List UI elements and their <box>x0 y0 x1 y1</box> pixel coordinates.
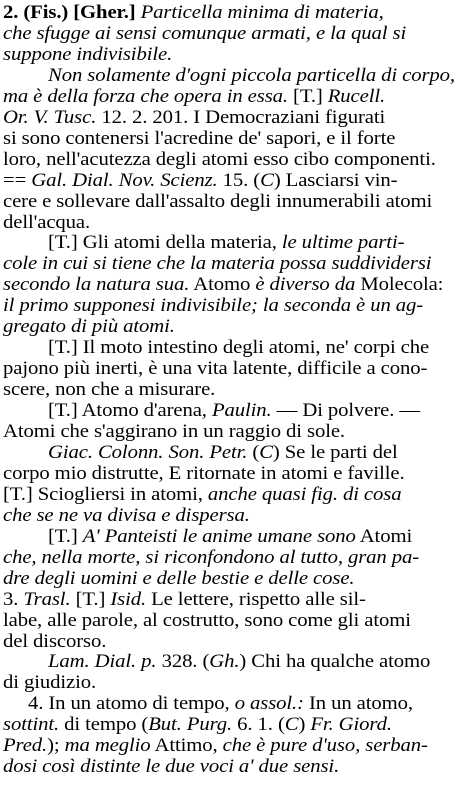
text-run: [T.] Il moto intestino degli atomi, ne' corpi che <box>48 338 430 359</box>
italic-text: A' Panteisti le anime umane sono <box>82 526 356 547</box>
text-run: 6. 1. ( <box>232 715 285 736</box>
line-content <box>3 612 411 631</box>
text-run: [T.] <box>48 526 83 547</box>
italic-text: che è pure d'uso, serban- <box>222 736 428 757</box>
entry-line <box>3 296 424 317</box>
italic-text: Or. V. Tusc. <box>3 107 97 128</box>
text-run: si sono contenersi l'acredine de' sapori, e il forte <box>3 128 396 149</box>
italic-text: cole in cui si tiene che la materia possa suddividersi <box>3 254 432 275</box>
entry-line <box>48 526 413 547</box>
entry-line <box>3 463 405 484</box>
text-run: ( <box>247 442 260 463</box>
italic-text: dre degli uomini e delle bestie e delle cose. <box>3 568 355 589</box>
line-content <box>3 591 366 610</box>
entry-line <box>3 191 433 212</box>
line-content <box>3 507 250 526</box>
entry-line <box>48 65 455 86</box>
entry-line <box>3 107 386 128</box>
italic-text: il primo supponesi indivisibile; la seconda è un ag- <box>3 296 424 317</box>
italic-text: Gh. <box>209 652 240 673</box>
text-run: [T.] Atomo d'arena, <box>48 401 212 422</box>
entry-line <box>48 442 398 463</box>
line-content <box>3 549 419 568</box>
line-content <box>28 695 413 714</box>
entry-line <box>3 484 402 505</box>
line-content <box>3 88 385 107</box>
entry-line <box>3 422 346 442</box>
text-run: Atomi che s'aggirano in un raggio di sole. <box>3 422 346 442</box>
text-run: [T.] <box>287 86 328 107</box>
text-run: Atomo <box>189 275 256 296</box>
line-content <box>3 25 406 44</box>
italic-text: C <box>284 715 299 736</box>
line-content <box>48 653 430 672</box>
italic-text: Fr. Giord. <box>310 715 392 736</box>
text-run: pajono più inerti, è una vita latente, difficile a cono- <box>3 359 428 380</box>
entry-line <box>3 170 398 191</box>
italic-text: But. Purg. <box>148 715 233 736</box>
italic-text: o assol.: <box>234 694 304 715</box>
text-run: 4. In un atomo di tempo, <box>28 694 235 715</box>
line-content <box>3 381 215 400</box>
line-content <box>3 570 355 589</box>
entry-line <box>3 44 173 65</box>
italic-text: ma meglio <box>64 736 151 757</box>
italic-text: è diverso da <box>255 275 356 296</box>
entry-line <box>3 715 392 736</box>
italic-text: anche quasi fig. di cosa <box>207 484 402 505</box>
text-run: In un atomo, <box>303 694 413 715</box>
entry-line <box>3 23 407 44</box>
text-run: 328. ( <box>156 652 210 673</box>
italic-text: Paulin. <box>211 401 272 422</box>
text-run: == <box>3 170 32 191</box>
text-run: — Di polvere. — <box>271 401 420 422</box>
line-content <box>3 360 427 379</box>
entry-line <box>3 547 420 568</box>
italic-text: Rucell. <box>327 86 386 107</box>
text-run: del discorso. <box>3 631 107 652</box>
text-run: labe, alle parole, al costrutto, sono come gli atomi <box>3 610 411 631</box>
italic-text: che, nella morte, si riconfondono al tutto, gran pa- <box>3 547 420 568</box>
text-run: ) <box>298 715 311 736</box>
italic-text: che se ne va divisa e dispersa. <box>3 505 250 526</box>
line-content <box>3 214 90 233</box>
line-content <box>3 423 345 442</box>
text-run: 15. ( <box>217 170 261 191</box>
line-content <box>3 130 395 149</box>
line-content <box>3 465 405 484</box>
line-content <box>3 737 428 756</box>
entry-line <box>3 275 444 296</box>
italic-text: le ultime parti- <box>281 233 405 254</box>
text-run: di tempo ( <box>59 715 149 736</box>
text-run: [T.] <box>70 589 111 610</box>
italic-text: suppone indivisibile. <box>3 44 173 65</box>
italic-text: dosi così distinte le due voci a' due sensi. <box>3 757 340 778</box>
line-content <box>3 4 384 23</box>
line-content <box>48 402 420 421</box>
line-content <box>3 109 385 128</box>
entry-line <box>3 736 428 757</box>
bold-text: 2. (Fis.) [Gher.] <box>3 3 141 23</box>
entry-line <box>3 212 91 233</box>
entry-line <box>48 233 405 254</box>
line-content <box>3 486 401 505</box>
text-run: ) Se le parti del <box>272 442 398 463</box>
text-run: corpo mio distrutte, E ritornate in atomi e faville. <box>3 463 405 484</box>
italic-text: che sfugge ai sensi comunque armati, e la qual si <box>3 23 407 44</box>
line-content <box>3 172 397 191</box>
line-content <box>3 716 392 735</box>
entry-line <box>3 254 432 275</box>
text-run: Molecola: <box>355 275 444 296</box>
entry-line <box>3 589 366 610</box>
text-run: [T.] Sciogliersi in atomi, <box>3 484 208 505</box>
text-run: di giudizio. <box>3 673 97 694</box>
text-run: Le lettere, rispetto alle sil- <box>146 589 366 610</box>
entry-line <box>3 568 355 589</box>
line-content <box>3 193 432 212</box>
entry-line <box>48 652 431 673</box>
italic-text: ma è della forza che opera in essa. <box>3 86 288 107</box>
italic-text: Lam. Dial. p. <box>48 652 157 673</box>
italic-text: Pred. <box>3 736 48 757</box>
italic-text: Giac. Colonn. Son. Petr. <box>48 442 248 463</box>
entry-line <box>48 401 420 422</box>
line-content <box>3 674 96 693</box>
entry-line <box>28 694 413 715</box>
text-run: cere e sollevare dall'assalto degli innumerabili atomi <box>3 191 433 212</box>
line-content <box>3 255 431 274</box>
line-content <box>3 633 106 652</box>
line-content <box>3 297 423 316</box>
line-content <box>3 46 172 65</box>
entry-line <box>3 149 436 170</box>
italic-text: sottint. <box>3 715 60 736</box>
text-run: 12. 2. 201. I Democraziani figurati <box>96 107 386 128</box>
entry-line <box>3 505 250 526</box>
entry-line <box>3 3 384 23</box>
text-run: ); <box>47 736 65 757</box>
text-run: 3. <box>3 589 24 610</box>
entry-line <box>3 128 396 149</box>
italic-text: Trasl. <box>23 589 71 610</box>
italic-text: secondo la natura sua. <box>3 275 190 296</box>
entry-line <box>3 673 97 694</box>
italic-text: Gal. Dial. Nov. Scienz. <box>31 170 218 191</box>
entry-line <box>3 610 411 631</box>
text-run: loro, nell'acutezza degli atomi esso cibo componenti. <box>3 149 436 170</box>
italic-text: Non solamente d'ogni piccola particella di corpo, <box>48 65 455 86</box>
entry-line <box>48 338 430 359</box>
italic-text: C <box>259 442 273 463</box>
text-run: ) Lasciarsi vin- <box>273 170 398 191</box>
entry-line <box>3 380 216 401</box>
italic-text: Isid. <box>110 589 147 610</box>
text-run: Attimo, <box>150 736 223 757</box>
text-run: ) Chi ha qualche atomo <box>239 652 431 673</box>
line-content <box>48 234 404 253</box>
line-content <box>3 276 443 295</box>
line-content <box>48 67 455 86</box>
entry-line <box>3 359 428 380</box>
line-content <box>3 151 436 170</box>
line-content <box>48 339 429 358</box>
text-run: scere, non che a misurare. <box>3 380 216 401</box>
line-content <box>48 444 398 463</box>
line-content <box>3 318 175 337</box>
entry-line <box>3 86 386 107</box>
entry-line <box>3 631 107 652</box>
italic-text: Particella minima di materia, <box>140 3 384 23</box>
line-content <box>3 758 339 777</box>
text-run: dell'acqua. <box>3 212 91 233</box>
text-run: Atomi <box>355 526 413 547</box>
entry-line <box>3 757 340 778</box>
italic-text: gregato di più atomi. <box>3 317 175 338</box>
line-content <box>48 528 412 547</box>
entry-line <box>3 317 175 338</box>
italic-text: C <box>260 170 274 191</box>
text-run: [T.] Gli atomi della materia, <box>48 233 282 254</box>
